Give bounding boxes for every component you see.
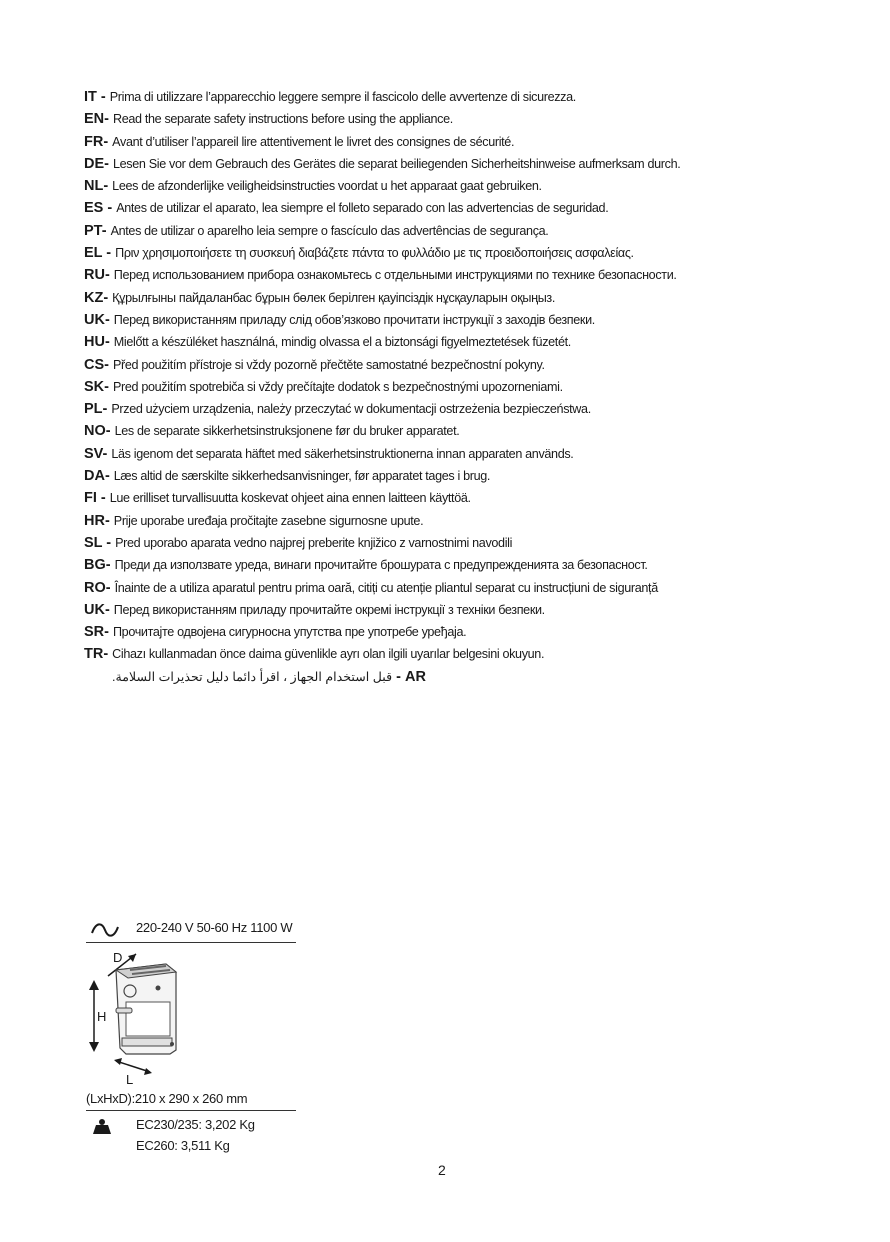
language-code: EL -: [84, 245, 112, 262]
safety-notice-item: [84, 331, 864, 353]
safety-notice-item: [84, 554, 864, 576]
language-code: HR-: [84, 512, 110, 529]
safety-notice-text: Przed użyciem urządzenia, należy przeczytać w dokumentacji ostrzeżenia bezpieczeństwa.: [111, 402, 591, 417]
language-code: HU-: [84, 334, 110, 351]
safety-notice-item: [84, 577, 864, 599]
safety-notice-item: [84, 621, 864, 643]
safety-notice-item: [84, 599, 864, 621]
safety-notice-text: Antes de utilizar o aparelho leia sempre o fascículo das advertências de segurança.: [110, 223, 549, 238]
safety-notice-text: Prima di utilizzare l’apparecchio leggere sempre il fascicolo delle avvertenze di sicurezza.: [109, 90, 576, 104]
depth-label: D: [113, 950, 123, 965]
language-code: CS-: [84, 356, 109, 373]
safety-notice-text: Lue erilliset turvallisuutta koskevat ohjeet aina ennen laitteen käyttöä.: [109, 491, 471, 506]
safety-notice-text: Перед использованием прибора ознакомьтесь с отдельными инструкциями по технике безопасности.: [113, 268, 677, 283]
safety-notice-text: Pred použitím spotrebiča si vždy prečítajte dodatok s bezpečnostnými upozorneniami.: [112, 379, 563, 394]
safety-notice-text: Read the separate safety instructions before using the appliance.: [112, 112, 453, 127]
language-code: BG-: [84, 557, 111, 574]
weight-ec230: EC230/235: 3,202 Kg: [136, 1117, 255, 1132]
weight-ec260: EC260: 3,511 Kg: [136, 1138, 230, 1153]
language-code: DA-: [84, 468, 110, 485]
dimensions-line: (LxHxD):210 x 290 x 260 mm: [86, 1088, 296, 1111]
safety-notice-item: [84, 264, 864, 286]
safety-notice-text: Pred uporabo aparata vedno najprej preberite knjižico z varnostnimi navodili: [115, 535, 513, 550]
language-code: NO-: [84, 423, 111, 440]
safety-notice-item: [84, 242, 864, 264]
weight-icon: [92, 1118, 112, 1134]
safety-notice-text: قبل استخدام الجهاز ، اقرأ دائما دليل تحذيرات السلامة.: [112, 669, 393, 684]
language-code: TR-: [84, 646, 109, 663]
language-code: SR-: [84, 624, 109, 641]
safety-notice-item: [84, 108, 864, 130]
language-code: IT -: [84, 89, 106, 105]
language-code: KZ-: [84, 289, 109, 306]
safety-notice-item: [84, 510, 864, 532]
language-code: FI -: [84, 490, 106, 507]
language-code: SL -: [84, 534, 112, 551]
safety-notice-text: Înainte de a utiliza aparatul pentru prima oară, citiți cu atenție pliantul separat cu instrucțiuni de siguranță: [114, 580, 658, 595]
safety-notice-list: [84, 86, 864, 688]
language-code: DE-: [84, 155, 109, 172]
safety-notice-item: [84, 220, 864, 242]
safety-notice-item: [84, 420, 864, 442]
page-number: 2: [438, 1162, 446, 1178]
language-code: ES -: [84, 200, 113, 217]
safety-notice-text: Avant d’utiliser l’appareil lire attentivement le livret des consignes de sécurité.: [112, 134, 515, 149]
safety-notice-item: [84, 287, 864, 309]
language-code: RU-: [84, 267, 110, 284]
language-code: EN-: [84, 111, 109, 128]
language-code: PL-: [84, 401, 108, 418]
safety-notice-text: Πριν χρησιμοποιήσετε τη συσκευή διαβάζετε πάντα το φυλλάδιο με τις προειδοποιήσεις ασφαλείας.: [115, 246, 634, 261]
safety-notice-text: Před použitím přístroje si vždy pozorně přečtěte samostatné bezpečnostní pokyny.: [112, 357, 545, 372]
ac-sine-wave-icon: [90, 920, 120, 940]
language-code: PT-: [84, 222, 107, 239]
safety-notice-text: Prije uporabe uređaja pročitajte zasebne sigurnosne upute.: [113, 513, 424, 528]
safety-notice-item: [84, 532, 864, 554]
power-rating: 220-240 V 50-60 Hz 1100 W: [136, 920, 293, 935]
safety-notice-text: Les de separate sikkerhetsinstruksjonene før du bruker apparatet.: [114, 424, 460, 439]
safety-notice-text: Mielőtt a készüléket használná, mindig olvassa el a biztonsági figyelmeztetések füzetét.: [113, 335, 571, 350]
language-code: RO-: [84, 579, 111, 596]
safety-notice-item: [84, 487, 864, 509]
power-rating-line: [86, 918, 296, 943]
safety-notice-item: [84, 398, 864, 420]
safety-notice-item: [84, 354, 864, 376]
weight-values: [136, 1114, 255, 1156]
safety-notice-text: Cihazı kullanmadan önce daima güvenlikle ayrı olan ilgili uyarılar belgesini okuyun.: [112, 647, 545, 662]
espresso-machine-icon: [86, 946, 296, 1086]
language-code: NL-: [84, 178, 109, 195]
safety-notice-text: Læs altid de særskilte sikkerhedsanvisninger, før apparatet tages i brug.: [113, 469, 491, 484]
safety-notice-text: Құрылғыны пайдаланбас бұрын бөлек берілген қауіпсіздік нұсқауларын оқыңыз.: [112, 290, 555, 305]
safety-notice-item: [84, 376, 864, 398]
safety-notice-text: Преди да използвате уреда, винаги прочитайте брошурата с предупрежденията за безопасност.: [114, 558, 648, 573]
safety-notice-item: [84, 643, 864, 665]
safety-notice-item: [84, 153, 864, 175]
safety-notice-item: [84, 86, 864, 108]
safety-notice-item: [84, 197, 864, 219]
safety-notice-item: [84, 443, 864, 465]
safety-notice-item: [84, 666, 452, 688]
language-code: SK-: [84, 378, 109, 395]
safety-notice-text: Lesen Sie vor dem Gebrauch des Gerätes die separat beiliegenden Sicherheitshinweise aufmerksam durch.: [112, 156, 681, 171]
length-label: L: [126, 1072, 134, 1086]
language-code: UK-: [84, 601, 110, 618]
safety-notice-item: [84, 465, 864, 487]
language-code: UK-: [84, 311, 110, 328]
language-code: AR -: [396, 668, 426, 685]
safety-notice-item: [84, 131, 864, 153]
safety-notice-text: Прочитајте одвојена сигурносна упутства пре употребе уређаја.: [112, 625, 467, 640]
language-code: SV-: [84, 445, 108, 462]
safety-notice-text: Läs igenom det separata häftet med säkerhetsinstruktionerna innan apparaten används.: [111, 446, 574, 461]
safety-notice-text: Перед використанням приладу прочитайте окремі інструкції з техніки безпеки.: [113, 602, 545, 617]
safety-notice-text: Перед використанням приладу слід обов’язково прочитати інструкції з заходів безпеки.: [113, 312, 595, 327]
height-label: H: [97, 1009, 107, 1024]
safety-notice-text: Antes de utilizar el aparato, lea siempre el folleto separado con las advertencias de seguridad.: [116, 201, 609, 216]
language-code: FR-: [84, 133, 109, 150]
safety-notice-item: [84, 309, 864, 331]
safety-notice-item: [84, 175, 864, 197]
safety-notice-text: Lees de afzonderlijke veiligheidsinstructies voordat u het apparaat gaat gebruiken.: [112, 179, 542, 194]
